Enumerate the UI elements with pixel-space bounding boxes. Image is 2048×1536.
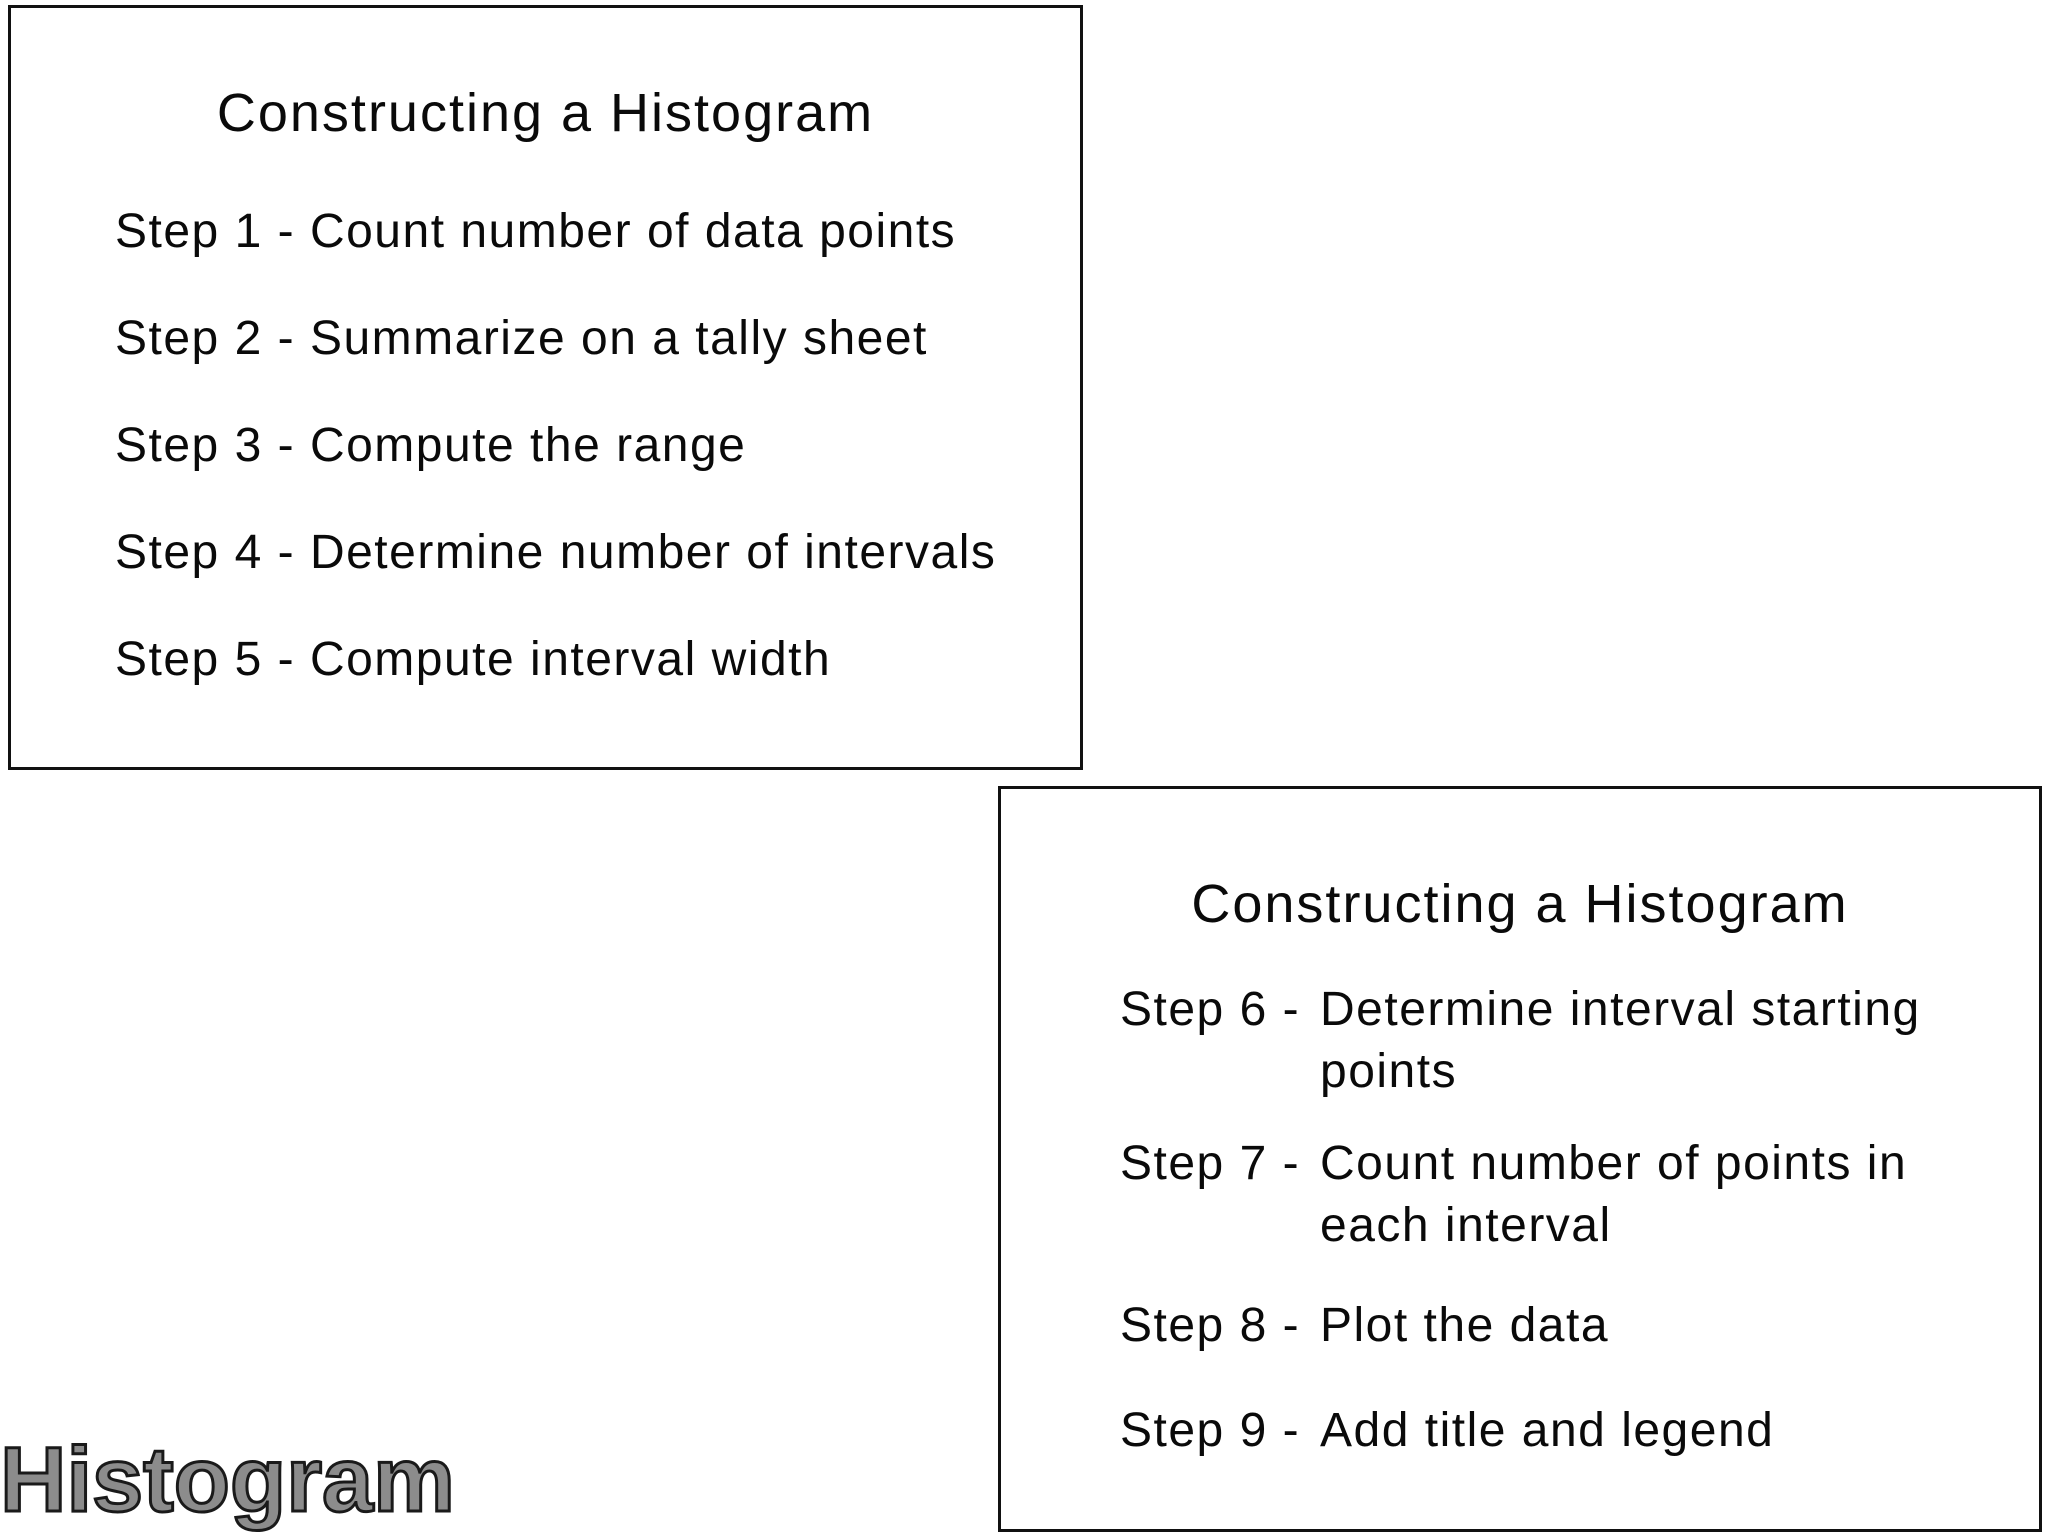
panel-title: Constructing a Histogram bbox=[216, 83, 875, 143]
step-number: Step 5 - bbox=[115, 633, 310, 686]
step-number: Step 7 - bbox=[1120, 1137, 1315, 1190]
step-text: Count number of points in each interval bbox=[1320, 1137, 1908, 1252]
step-number: Step 6 - bbox=[1120, 983, 1315, 1036]
step-text: Plot the data bbox=[1320, 1299, 1610, 1352]
step-item bbox=[115, 629, 831, 691]
steps-panel-1 bbox=[8, 5, 1083, 770]
step-text: Count number of data points bbox=[309, 205, 957, 258]
step-text: Determine number of intervals bbox=[309, 526, 997, 579]
step-item bbox=[1120, 1133, 1960, 1257]
step-item bbox=[115, 308, 928, 370]
step-number: Step 4 - bbox=[115, 526, 310, 579]
step-number: Step 1 - bbox=[115, 205, 310, 258]
step-text: Summarize on a tally sheet bbox=[309, 312, 928, 365]
step-item bbox=[115, 201, 956, 263]
steps-panel-2 bbox=[998, 786, 2042, 1532]
step-text: Add title and legend bbox=[1320, 1404, 1775, 1457]
step-item bbox=[1120, 979, 1960, 1103]
panel-title: Constructing a Histogram bbox=[1191, 874, 1849, 934]
step-number: Step 9 - bbox=[1120, 1404, 1315, 1457]
step-number: Step 2 - bbox=[115, 312, 310, 365]
step-text: Compute interval width bbox=[309, 633, 832, 686]
step-item bbox=[1120, 1295, 1960, 1357]
step-item bbox=[115, 415, 746, 477]
step-item bbox=[1120, 1400, 1960, 1462]
step-item bbox=[115, 522, 996, 584]
step-text: Determine interval starting points bbox=[1320, 983, 1921, 1098]
histogram-heading: Histogram bbox=[0, 1429, 455, 1531]
step-number: Step 3 - bbox=[115, 419, 310, 472]
step-number: Step 8 - bbox=[1120, 1299, 1315, 1352]
step-text: Compute the range bbox=[309, 419, 747, 472]
